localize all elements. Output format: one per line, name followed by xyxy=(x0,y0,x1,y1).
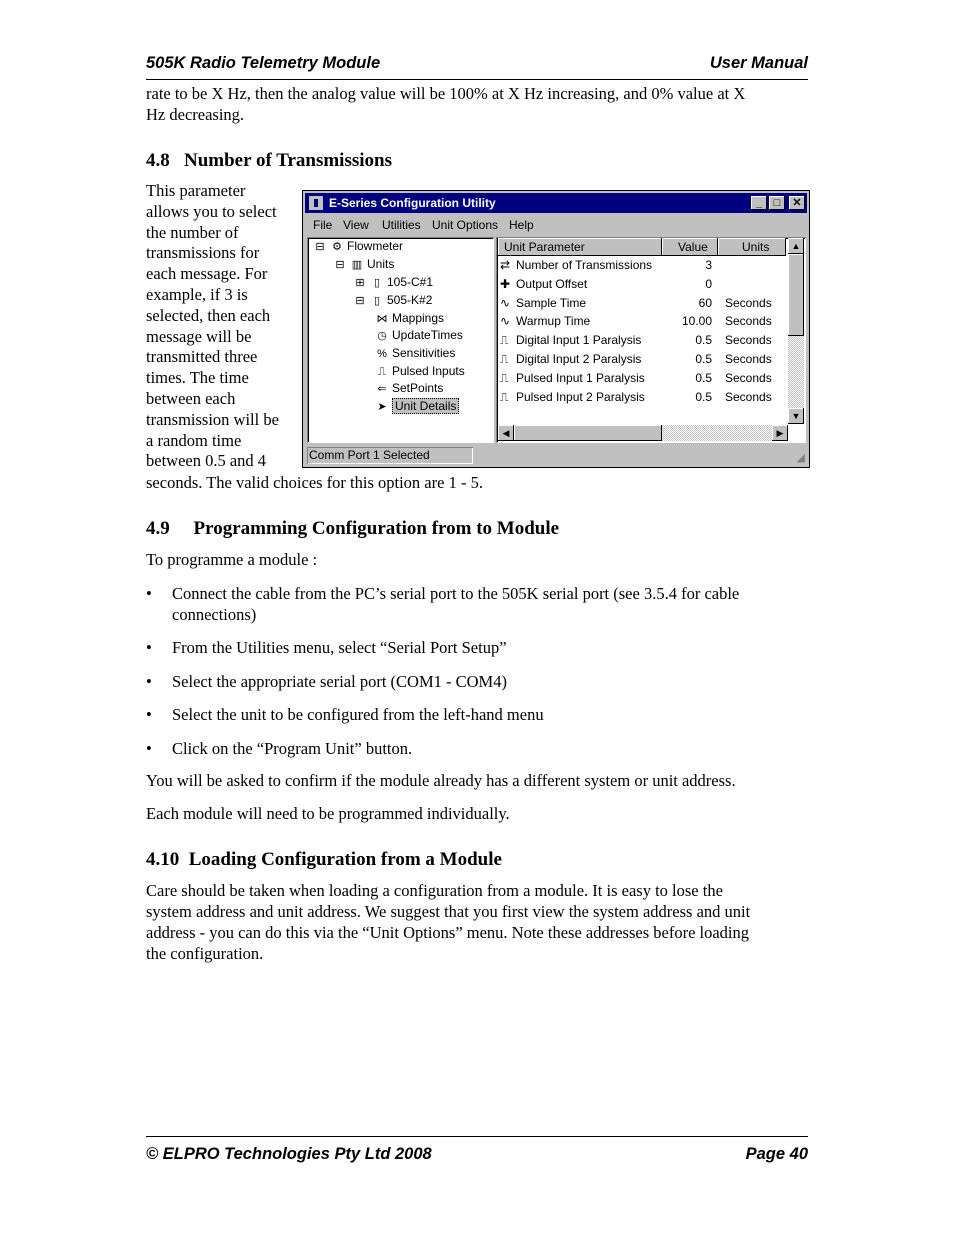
section-heading-4-8: 4.8 Number of Transmissions xyxy=(146,150,392,171)
col-units[interactable]: Units xyxy=(718,238,786,256)
pulse-train-icon: ⎍ xyxy=(500,370,509,385)
units-icon: ▥ xyxy=(351,259,363,271)
page-number: Page 40 xyxy=(745,1145,808,1163)
horizontal-scrollbar[interactable] xyxy=(498,425,788,441)
tree-node-label: Flowmeter xyxy=(347,239,404,253)
tree-node[interactable] xyxy=(375,311,444,325)
vertical-scrollbar[interactable] xyxy=(788,238,804,424)
tree-node-label: Mappings xyxy=(392,311,445,325)
app-icon xyxy=(309,196,323,210)
tree-node-label: UpdateTimes xyxy=(392,328,463,342)
parameter-units: Seconds xyxy=(725,389,772,404)
parameter-name: Output Offset xyxy=(516,276,588,291)
resize-grip-icon[interactable]: ◢ xyxy=(796,452,805,464)
tree-expander-icon[interactable]: ⊟ xyxy=(355,295,365,307)
window-title: E-Series Configuration Utility xyxy=(329,196,496,210)
parameter-value: 0.5 xyxy=(695,333,712,348)
parameter-name: Pulsed Input 1 Paralysis xyxy=(516,370,645,385)
section-4-9-intro: To programme a module : xyxy=(146,550,318,569)
col-value[interactable]: Value xyxy=(662,238,718,256)
minimize-button[interactable]: _ xyxy=(751,196,767,210)
mappings-icon: ⋈ xyxy=(376,313,388,325)
parameter-units: Seconds xyxy=(725,370,772,385)
gears-icon: ⚙ xyxy=(332,241,342,253)
menu-bar xyxy=(305,215,805,235)
tree-expander-icon[interactable]: ⊟ xyxy=(315,241,325,253)
page-header xyxy=(146,53,808,80)
parameter-row[interactable] xyxy=(500,296,586,314)
parameter-row[interactable] xyxy=(500,352,641,370)
setpoints-icon: ⇐ xyxy=(377,383,387,395)
parameter-row[interactable] xyxy=(500,390,645,408)
parameter-units: Seconds xyxy=(725,295,772,310)
section-4-9-paragraph-2: Each module will need to be programmed individually. xyxy=(146,804,510,823)
parameter-value: 10.00 xyxy=(681,314,712,329)
tree-node-label: 505-K#2 xyxy=(387,293,433,307)
horizontal-scroll-thumb[interactable] xyxy=(514,425,662,441)
module-icon: ▯ xyxy=(373,295,381,307)
section-heading-4-9: 4.9 Programming Configuration from to Module xyxy=(146,518,560,539)
clock-icon: ◷ xyxy=(377,330,387,342)
tree-node[interactable] xyxy=(375,399,459,413)
parameter-row[interactable] xyxy=(500,333,641,351)
transmissions-icon: ⇄ xyxy=(500,258,511,272)
window-titlebar xyxy=(305,193,807,213)
parameter-name: Sample Time xyxy=(516,295,587,310)
col-unit-parameter[interactable]: Unit Parameter xyxy=(498,238,662,256)
parameter-name: Digital Input 2 Paralysis xyxy=(516,352,642,366)
tree-node-label: SetPoints xyxy=(392,381,444,395)
tree-node[interactable] xyxy=(353,275,433,289)
tree-node[interactable] xyxy=(375,328,463,342)
pulse-icon: ⎍ xyxy=(378,366,386,378)
module-icon: ▯ xyxy=(373,277,381,289)
tree-node-label: Unit Details xyxy=(392,398,459,414)
menu-utilities[interactable]: Utilities xyxy=(382,218,421,232)
vertical-scroll-thumb[interactable] xyxy=(788,254,804,336)
parameter-list[interactable] xyxy=(496,237,806,443)
scroll-down-button[interactable]: ▼ xyxy=(788,408,804,424)
percent-icon: % xyxy=(377,348,387,360)
wave-icon: ∿ xyxy=(500,314,511,329)
parameter-name: Pulsed Input 2 Paralysis xyxy=(516,389,645,404)
tree-node[interactable] xyxy=(313,239,403,253)
pulse-train-icon: ⎍ xyxy=(500,389,509,404)
parameter-units: Seconds xyxy=(725,352,772,366)
tree-node-label: Pulsed Inputs xyxy=(392,364,465,378)
parameter-value: 60 xyxy=(698,295,712,310)
parameter-value: 3 xyxy=(705,258,712,272)
menu-view[interactable]: View xyxy=(343,218,369,232)
tree-node[interactable] xyxy=(375,346,455,360)
page-footer xyxy=(146,1136,808,1163)
tree-node[interactable] xyxy=(375,381,443,395)
tree-node[interactable] xyxy=(353,293,432,307)
unit-tree[interactable] xyxy=(307,237,494,443)
plus-icon: ✚ xyxy=(500,276,511,291)
parameter-name: Warmup Time xyxy=(516,314,591,329)
parameter-row[interactable] xyxy=(500,314,590,332)
section-4-8-body: This parameter allows you to select the number of transmissions for each message. For example, if 3 is selected, then each message will be transmitted three times. The time between each transmission will be a random time between 0.5 and 4 xyxy=(146,181,279,471)
section-4-9-paragraph-1: You will be asked to confirm if the module already has a different system or unit address. xyxy=(146,771,736,790)
header-doc-type: User Manual xyxy=(709,54,808,72)
scroll-left-button[interactable]: ◀ xyxy=(498,425,514,441)
intro-paragraph: rate to be X Hz, then the analog value will be 100% at X Hz increasing, and 0% value at X Hz decreasing. xyxy=(146,84,746,124)
parameter-row[interactable] xyxy=(500,371,645,389)
tree-expander-icon[interactable]: ⊟ xyxy=(335,259,345,271)
tree-node[interactable] xyxy=(333,257,394,271)
scroll-up-button[interactable]: ▲ xyxy=(788,238,804,254)
tree-expander-icon[interactable]: ⊞ xyxy=(355,277,365,289)
menu-unit-options[interactable]: Unit Options xyxy=(432,218,499,232)
scroll-right-button[interactable]: ▶ xyxy=(772,425,788,441)
tree-node-label: Units xyxy=(367,257,395,271)
parameter-units: Seconds xyxy=(725,333,772,348)
status-bar: Comm Port 1 Selected xyxy=(307,447,473,464)
parameter-value: 0.5 xyxy=(695,389,712,404)
tree-node[interactable] xyxy=(375,364,465,379)
header-title: 505K Radio Telemetry Module xyxy=(146,54,381,72)
wave-icon: ∿ xyxy=(500,295,511,310)
pulse-icon: ⎍ xyxy=(500,352,509,366)
section-4-8-tail: seconds. The valid choices for this option are 1 - 5. xyxy=(146,473,483,492)
section-4-10-body: Care should be taken when loading a configuration from a module. It is easy to lose the system address and unit address. We suggest that you first view the system address and unit address - you can do this via the “Unit Options” menu. Note these addresses before loading the configuration. xyxy=(146,881,751,963)
parameter-value: 0 xyxy=(705,276,712,291)
parameter-name: Digital Input 1 Paralysis xyxy=(516,333,642,348)
parameter-name: Number of Transmissions xyxy=(516,258,653,272)
parameter-value: 0.5 xyxy=(695,370,712,385)
tree-node-label: 105-C#1 xyxy=(387,275,434,289)
close-button[interactable]: ✕ xyxy=(789,196,805,210)
parameter-row[interactable] xyxy=(500,277,587,295)
config-utility-window xyxy=(302,190,810,468)
parameter-units: Seconds xyxy=(725,314,772,329)
parameter-value: 0.5 xyxy=(695,352,712,366)
tree-node-label: Sensitivities xyxy=(392,346,456,360)
maximize-button[interactable]: □ xyxy=(769,196,785,210)
pulse-icon: ⎍ xyxy=(500,333,509,348)
parameter-row[interactable] xyxy=(500,258,652,276)
menu-file[interactable]: File xyxy=(313,218,333,232)
menu-help[interactable]: Help xyxy=(509,218,534,232)
section-heading-4-10: 4.10 Loading Configuration from a Module xyxy=(146,849,502,870)
arrow-icon: ➤ xyxy=(377,401,387,413)
footer-copyright: © ELPRO Technologies Pty Ltd 2008 xyxy=(146,1145,432,1163)
